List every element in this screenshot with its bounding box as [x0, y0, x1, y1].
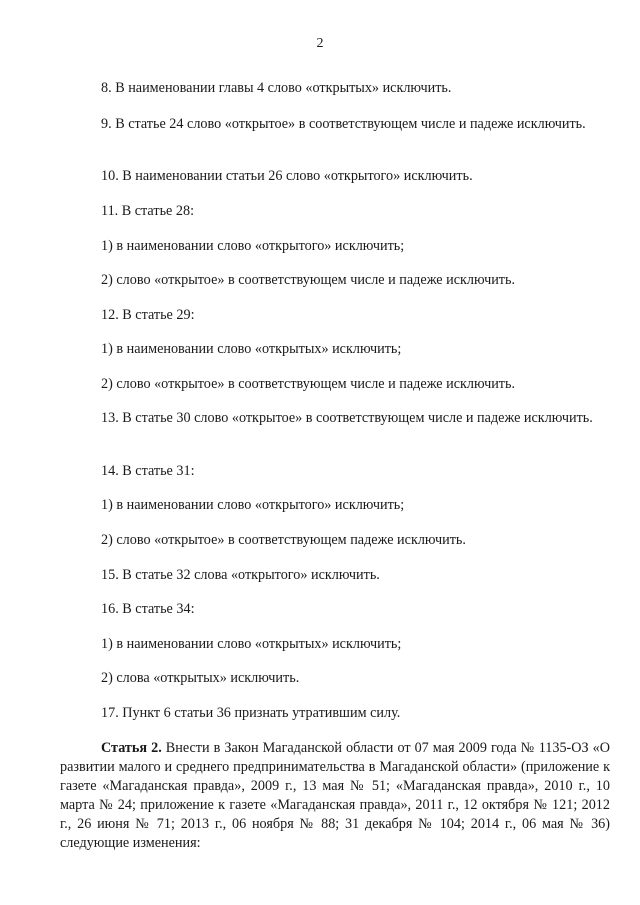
page-number: 2	[316, 36, 324, 51]
item-11: 11. В статье 28:	[101, 203, 195, 219]
article-2-heading: Статья 2.	[101, 740, 162, 756]
article-2-text: Внести в Закон Магаданской области от 07 мая 2009 года № 1135-ОЗ «О развитии малого и среднего предпринимательства в Магаданской области» (приложение к газете «Магаданская правда», 2009 г., 13 мая № 51; «Магаданская правда», 2010 г., 10 марта № 24; приложение к газете «Магаданская правда», 2011 г., 12 октября № 121; 2012 г., 26 июня № 71; 2013 г., 06 ноября № 88; 31 декабря № 104; 2014 г., 06 мая № 36) следующие изменения:	[60, 740, 610, 851]
item-12-sub-1: 1) в наименовании слово «открытых» исключить;	[101, 341, 402, 357]
article-2-paragraph	[60, 739, 610, 853]
item-15: 15. В статье 32 слова «открытого» исключить.	[101, 567, 380, 583]
item-11-sub-2: 2) слово «открытое» в соответствующем числе и падеже исключить.	[101, 272, 516, 288]
item-17: 17. Пункт 6 статьи 36 признать утратившим силу.	[101, 705, 401, 721]
item-9: 9. В статье 24 слово «открытое» в соответствующем числе и падеже исключить.	[101, 116, 586, 132]
item-10: 10. В наименовании статьи 26 слово «открытого» исключить.	[101, 168, 473, 184]
item-12-sub-2: 2) слово «открытое» в соответствующем числе и падеже исключить.	[101, 376, 516, 392]
item-11-sub-1: 1) в наименовании слово «открытого» исключить;	[101, 238, 405, 254]
item-14-sub-1: 1) в наименовании слово «открытого» исключить;	[101, 497, 405, 513]
item-13: 13. В статье 30 слово «открытое» в соответствующем числе и падеже исключить.	[101, 410, 593, 426]
item-14: 14. В статье 31:	[101, 463, 195, 479]
item-16-sub-2: 2) слова «открытых» исключить.	[101, 670, 300, 686]
item-12: 12. В статье 29:	[101, 307, 195, 323]
item-8: 8. В наименовании главы 4 слово «открытых» исключить.	[101, 80, 452, 96]
item-14-sub-2: 2) слово «открытое» в соответствующем падеже исключить.	[101, 532, 466, 548]
item-16: 16. В статье 34:	[101, 601, 195, 617]
item-16-sub-1: 1) в наименовании слово «открытых» исключить;	[101, 636, 402, 652]
